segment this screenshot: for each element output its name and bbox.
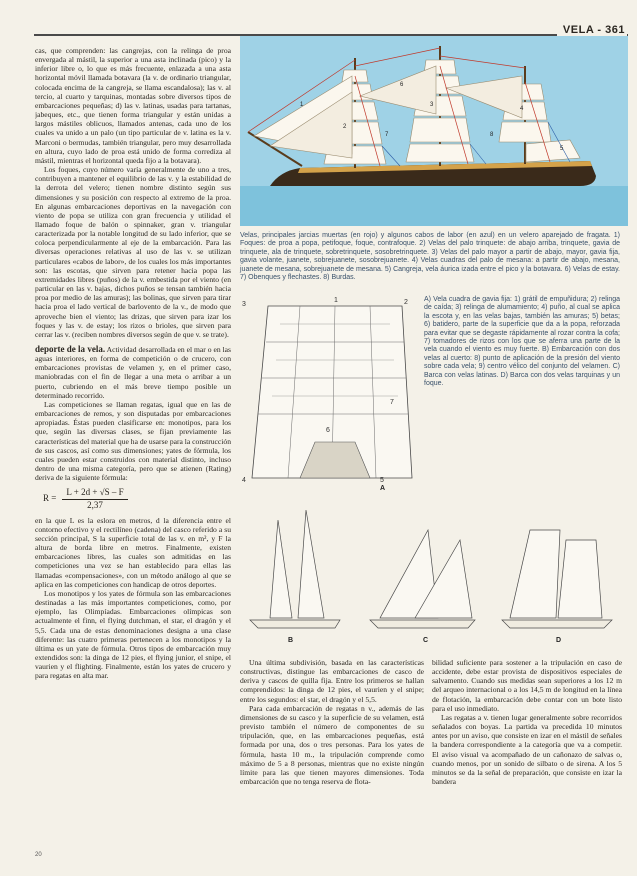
svg-text:6: 6: [400, 82, 404, 88]
left-text-column: [35, 46, 231, 866]
sail-caption: A) Vela cuadra de gavia fija: 1) grátil de empuñidura; 2) relinga de caída; 3) relinga de alumamiento; 4) puño, al cual se aplica la escota y, en las velas bajas, también las amuras; 5) betas; 6) batidero, parte de la superficie que da a la popa, reforzada para evitar que se degaste rápidamente al rozar contra la cofa; 7) tomadores de rizos con los que se aferra una parte de la vela cuando el viento es muy fuerte. B) Embarcación con dos velas al cuerto: 8) punto de aplicación de la presión del viento sobre cada vela; 9) centro vélico del conjunto del velamen. C) Barca con velas latinas. D) Barca con dos velas tarquinas y un foque.: [424, 296, 620, 388]
svg-text:6: 6: [326, 427, 330, 434]
paragraph: en la que L es la eslora en metros, d la diferencia entre el contorno efectivo y el rectilíneo (cadena) del casco referido a su sección principal, S la superficie total de las v. en m², y F la altura de borda libre en metros. Finalmente, existen embarcaciones libres, las cuales son admitidas en las competiciones una vez se han establecido para ellas las llamadas «compensaciones», con un método análogo al que se aplica en las competiciones con handicap de otros deportes.: [35, 515, 231, 589]
paragraph: Los monotipos y los yates de fórmula son las embarcaciones destinadas a las más importantes competiciones, como, por ejemplo, las Olimpíadas. Embarcaciones olímpicas son actualmente el finn, el flying dutchman, el star, el dragón y el 5,5. Cada una de estas denominaciones designa a una clase diferente: las cuatro primeras pertenecen a los monotipos y la última es un yate de fórmula. Otros tipos de embarcación muy extendidos son: la dinga de 12 pies, el flying junior, el snipe, el vaurien y el flighting. Finalmente, están los yates de crucero y para regatas en alta mar.: [35, 588, 231, 681]
paragraph: Las regatas a v. tienen lugar generalmente sobre recorridos señalados con boyas. La partida va precedida 10 minutos antes por un aviso, que consiste en izar en el mástil de señales la bandera correspondiente a la categoría que va a competir. El aviso visual va acompañado de un cañonazo de salvas o, cuando menos, por un sonido de silbato o de sirena. A los 5 minutos se da la señal de preparación, que consiste en izar la bandera: [432, 712, 622, 787]
paragraph: Para cada embarcación de regatas n v., además de las dimensiones de su casco y la superficie de su velamen, está previsto también el número de componentes de su tripulación, que, en las embarcaciones pequeñas, está formada por una, dos o tres personas. Para los yates de fórmula, hasta 10 m., la tripulación comprende como máximo de 5 a 8 personas, mientras que no existe ningún límite para las que tienen mayores dimensiones. Toda embarcación que no tenga reserva de flota-: [240, 703, 424, 787]
svg-text:7: 7: [390, 399, 394, 406]
frigate-rigging-drawing: [240, 36, 628, 226]
figure-label-c: C: [423, 637, 429, 644]
page-header: [557, 24, 627, 36]
paragraph-text: Actividad desarrollada en el mar o en las aguas interiores, en forma de competición o de crucero, con embarcaciones provistas de velamen y, en el primer caso, maniobradas con el fin de llegar a una meta o arribar a un puerto, cubriendo en el más breve tiempo posible un determinado recorrido.: [35, 345, 231, 400]
section-paragraph: [35, 345, 231, 400]
formula-lhs: R =: [43, 493, 57, 504]
formula-denominator: 2,37: [87, 499, 103, 510]
small-boats-drawing: [240, 500, 620, 648]
svg-text:1: 1: [300, 102, 304, 108]
svg-text:8: 8: [490, 132, 494, 138]
svg-text:5: 5: [560, 146, 564, 152]
svg-text:2: 2: [404, 299, 408, 306]
folio-number: 20: [35, 852, 42, 858]
svg-text:3: 3: [242, 301, 246, 308]
figure-label-b: B: [288, 637, 294, 644]
svg-text:4: 4: [242, 477, 246, 484]
ship-figure-wrapper: [240, 36, 632, 226]
svg-text:2: 2: [343, 124, 347, 130]
square-sail-diagram: [240, 292, 415, 492]
page-number: 361: [605, 24, 625, 36]
paragraph: Las competiciones se llaman regatas, igual que en las de embarcaciones de remos, y son disputadas por embarcaciones apropiadas. Éstas pueden clasificarse en: monotipos, para los que, según las diversas clases, se fijan previamente las características del material que ha de usarse para la construcción de sus cascos, así como sus dimensiones; yates de fórmula, los cuales pueden estar construidos con material distinto, incluso dentro de una misma categoría, pero que se atienen (Rating) deriva de la siguiente fórmula:: [35, 399, 231, 483]
svg-text:4: 4: [520, 106, 524, 112]
formula-fraction: [62, 488, 127, 509]
rating-formula: [43, 488, 231, 509]
svg-text:1: 1: [334, 297, 338, 304]
paragraph: Una última subdivisión, basada en las características constructivas, distingue las embarcaciones de casco de deriva y cascos de quilla fija. Entre los primeros se hallan comprendidos: la dinga de 12 pies, el vaurien y el snipe; entre los segundos: el star, el dragón y el 5,5.: [240, 658, 424, 704]
paragraph: bilidad suficiente para sostener a la tripulación en caso de accidente, debe estar provista de dispositivos especiales de salvamento. Cuando sus medidas sean superiores a los 12 m del arqueo internacional o a los 14,5 m de longitud en la línea de flotación, la embarcación debe contar con un bote listo para el uso inmediato.: [432, 658, 622, 713]
header-title: VELA: [562, 24, 594, 36]
formula-numerator: L + 2d + √S – F: [62, 488, 127, 499]
paragraph: Los foques, cuyo número varía generalmente de uno a tres, contribuyen a mantener el equilibrio de las v. y la estabilidad de la derrota del velero; tienen nombre distinto según sus dimensiones y su posición con respecto al extremo de la proa. En algunas embarcaciones deportivas en la navegación con viento de popa se utiliza con gran frecuencia y utilidad el llamado foque de balón o spinnaker, gran v. triangular caracterizada por la notable longitud de su lado inferior, que se coloca perpendicularmente al eje de la embarcación. Para las diversas operaciones relativas al uso de las v. se utilizan particulares «cabos de labor», de los cuales los más importantes son: las escotas, que sirven para retener hacia popa las extremidades libres (puños) de la v. embestida por el viento (en particular en las v. bajas, dichos puños se tensan también hacia proa por medio de las amuras); las bolinas, que sirven para tirar hacia proa el lado vertical de barlovento de la v., de modo que aproveche bien el viento; las drizas, que sirven para izar los foques y las v. de estay; los rizos o brioles, que sirven para cerrar las v. (reciben nombres diversos según de que v. se trate).: [35, 165, 231, 339]
section-title: deporte de la vela.: [35, 344, 106, 354]
small-boats-diagram: [240, 500, 620, 648]
paragraph: cas, que comprenden: las cangrejas, con la relinga de proa envergada al mástil, la superior a una asta inclinada (pico) y la inferior libre o, lo que es más frecuente, enlazada a una asta horizontal móvil llamada botavara (la v. de ordinario triangular, colocada encima de la cangreja, se llama escandalosa); las v. al tercio, al cuarto y tarquinas, montadas sobre diversos tipos de embarcaciones pequeñas; d) las v. latinas, usadas para tartanas, jabeques, etc., que tienen forma triangular y están unidas a largos mástiles oblicuos, llamados antenas, cada uno de los cuales va unido a un palo (un tipo particular de v. latina es la v. Marconi o bermudas, también triangular, pero muy desarrollada en altura, cuyo lado de proa está unido de forma corrediza al mástil, mientras el horizontal queda fijo a la botavara).: [35, 46, 231, 165]
header-separator: -: [593, 24, 606, 36]
figure-label-a: A: [380, 485, 386, 492]
svg-text:5: 5: [380, 477, 384, 484]
svg-text:7: 7: [385, 132, 389, 138]
middle-text-column: [240, 658, 424, 868]
right-text-column: [432, 658, 622, 868]
square-sail-drawing: [240, 292, 415, 492]
ship-caption: Velas, principales jarcias muertas (en rojo) y algunos cabos de labor (en azul) en un velero aparejado de fragata. 1) Foques: de proa a popa, petifoque, foque, contrafoque. 2) Velas del palo trinquete: de abajo arriba, trinquete, gavia de trinquete, ala de trinquete, sobretrinquete, sosobretrinquete. 3) Velas del palo mayor a partir de abajo, mayor, gavia fija, gavia volante, juanete, sobrejuanete, sosobrejuanete. 4) Velas cuadras del palo de mesana: a partir de abajo, mesana, juanete de mesana, sobrejuanete de mesana. 5) Cangreja, vela áurica izada entre el pico y la botavara. 6) Velas de estay. 7) Obenques y flechastes. 8) Burdas.: [240, 232, 620, 282]
ship-illustration: [240, 36, 628, 226]
svg-text:3: 3: [430, 102, 434, 108]
figure-label-d: D: [556, 637, 562, 644]
